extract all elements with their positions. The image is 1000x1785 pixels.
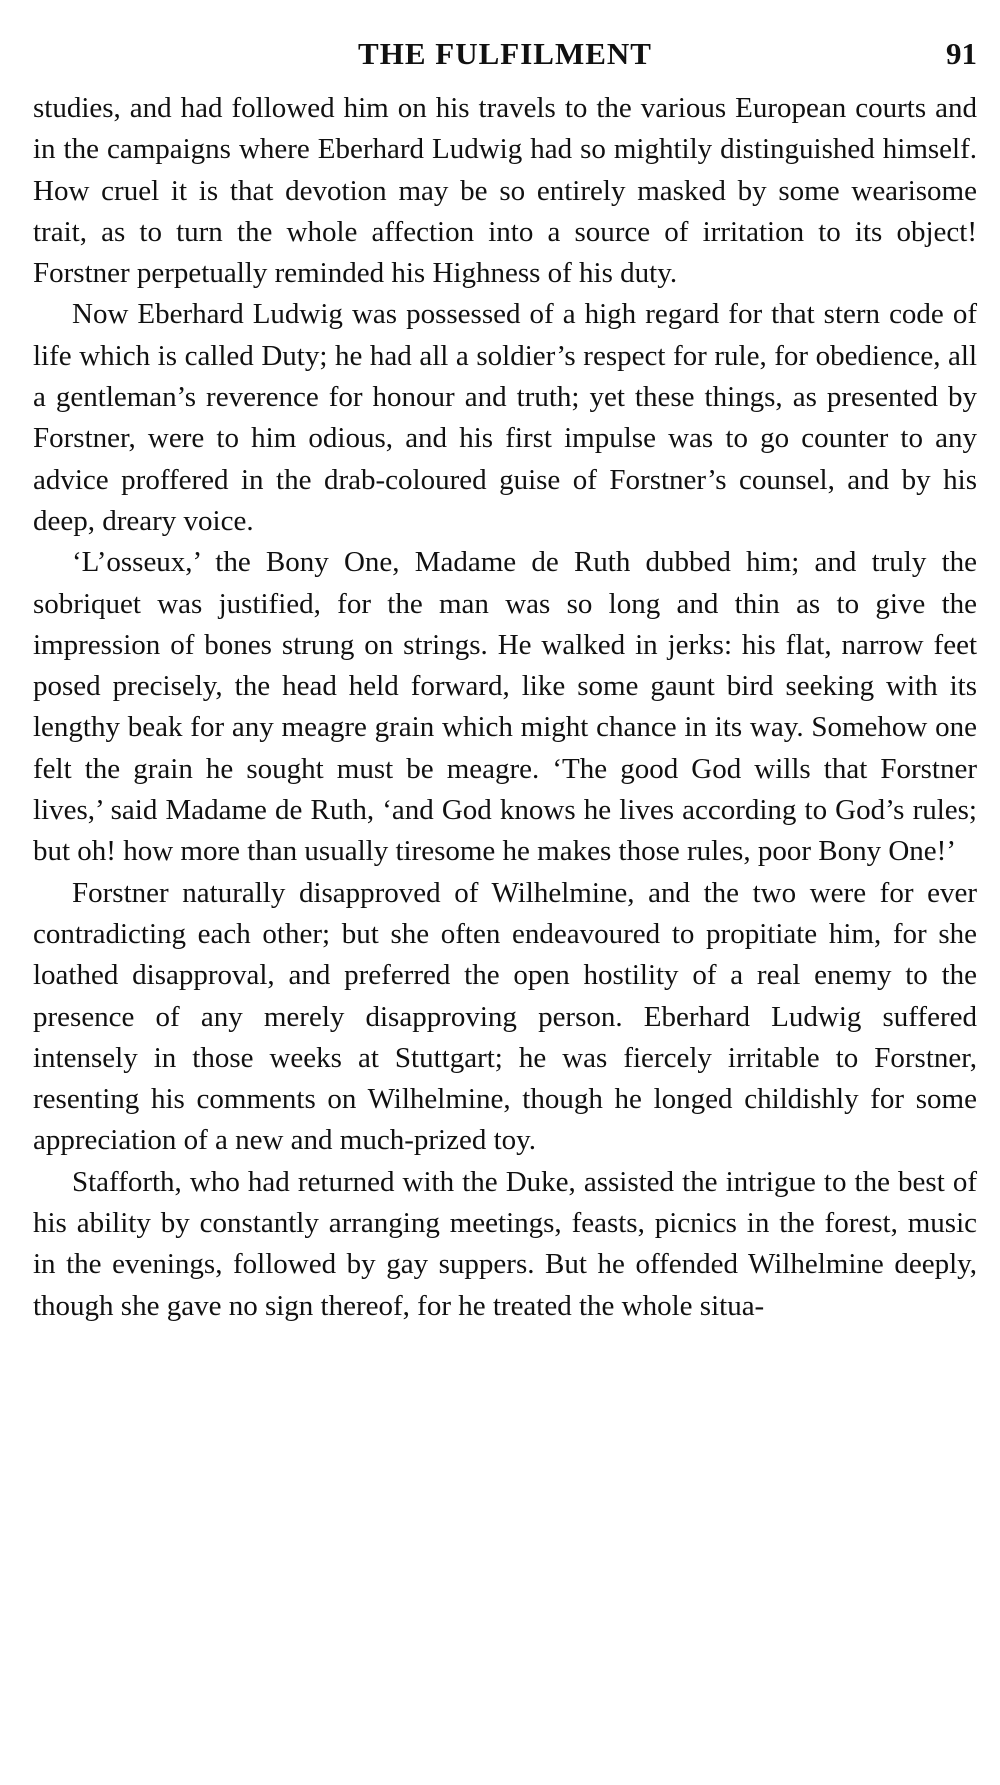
book-page [33,30,977,1770]
page-number: 91 [946,36,977,71]
body-text [33,88,977,1327]
page-header [33,30,977,78]
paragraph: Forstner naturally disapproved of Wilhelmine, and the two were for ever contradicting each other; but she often endeavoured to propitiate him, for she loathed disapproval, and preferred the open hostility of a real enemy to the presence of any merely disapproving person. Eberhard Ludwig suffered intensely in those weeks at Stuttgart; he was fiercely irritable to Forstner, resenting his comments on Wilhelmine, though he longed childishly for some appreciation of a new and much-prized toy. [33,876,977,1157]
paragraph: Now Eberhard Ludwig was possessed of a high regard for that stern code of life which is called Duty; he had all a soldier’s respect for rule, for obedience, all a gentleman’s reverence for honour and truth; yet these things, as presented by Forstner, were to him odious, and his first impulse was to go counter to any advice proffered in the drab-coloured guise of Forstner’s counsel, and by his deep, dreary voice. [33,298,977,537]
paragraph-continued: studies, and had followed him on his travels to the various European courts and in the campaigns where Eberhard Ludwig had so mightily distinguished himself. How cruel it is that devotion may be so entirely masked by some wearisome trait, as to turn the whole affection into a source of irritation to its object! Forstner perpetually reminded his Highness of his duty. [33,92,977,290]
paragraph: Stafforth, who had returned with the Duke, assisted the intrigue to the best of his ability by constantly arranging meetings, feasts, picnics in the forest, music in the evenings, followed by gay suppers. But he offended Wilhelmine deeply, though she gave no sign thereof, for he treated the whole situa- [33,1165,977,1322]
paragraph: ‘L’osseux,’ the Bony One, Madame de Ruth dubbed him; and truly the sobriquet was justified, for the man was so long and thin as to give the impression of bones strung on strings. He walked in jerks: his flat, narrow feet posed precisely, the head held forward, like some gaunt bird seeking with its lengthy beak for any meagre grain which might chance in its way. Somehow one felt the grain he sought must be meagre. ‘The good God wills that Forstner lives,’ said Madame de Ruth, ‘and God knows he lives according to God’s rules; but oh! how more than usually tiresome he makes those rules, poor Bony One!’ [33,546,977,868]
running-title: THE FULFILMENT [358,36,652,71]
